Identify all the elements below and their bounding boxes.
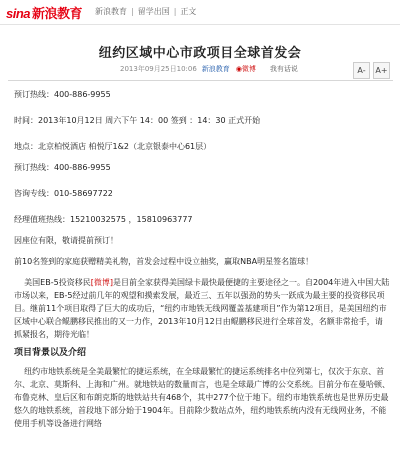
logo-latin: sina [6, 6, 31, 21]
breadcrumb [95, 6, 196, 17]
source-link[interactable]: 新浪教育 [201, 65, 230, 73]
breadcrumb-item-edu[interactable]: 新浪教育 [95, 7, 127, 16]
font-smaller-button[interactable]: A- [353, 62, 370, 79]
breadcrumb-separator: | [173, 7, 177, 16]
font-size-controls [350, 58, 390, 79]
gift-note: 前10名签到的家庭获赠精美礼物，首发会过程中设立抽奖，赢取NBA明星签名篮球！ [14, 257, 314, 266]
logo-cn: 新浪教育 [32, 6, 83, 21]
comment-link[interactable]: 我有话说 [269, 65, 298, 73]
breadcrumb-item-study-abroad[interactable]: 留学出国 [137, 7, 170, 16]
event-place: 地点：北京柏悦酒店 柏悦厅1&2（北京银泰中心61层） [14, 142, 212, 151]
background-text: 纽约市地铁系统是全美最繁忙的捷运系统，在全球最繁忙的捷运系统排名中位列第七，仅次于东京、首尔、北京、莫斯科、上海和广州。就地铁站的数量而言，也是全球最广博的公交系统。目前分布在曼哈顿、布鲁克林、皇后区和布朗克斯的地铁站共有468个，其中277个位于地下。纽约市地铁系统也是世界历史最悠久的地铁系统，首段地下部分始于1904年。目前除少数站点外，纽约地铁系统内没有无线网业务，不能使用手机等设备进行网络 [14, 367, 390, 428]
background-paragraph [14, 365, 390, 430]
hotline-text: 预订热线：400-886-9955 [14, 90, 111, 99]
font-larger-button[interactable]: A+ [373, 62, 390, 79]
weibo-label: 微博 [241, 65, 256, 73]
consult-line: 咨询专线：010-58697722 [14, 189, 113, 198]
top-bar [0, 0, 400, 25]
section-heading: 项目背景以及介绍 [14, 348, 87, 358]
weibo-icon: ◉ [235, 65, 242, 73]
event-time: 时间：2013年10月12日 周六下午 14：00 签到 ：14：30 正式开始 [14, 116, 261, 125]
sina-logo[interactable] [6, 3, 82, 22]
weibo-share-link[interactable] [236, 65, 256, 73]
publish-date: 2013年09月25日10:06 [120, 65, 197, 73]
intro-paragraph [14, 276, 390, 341]
intro-lead: 美国EB-5投资移民 [24, 278, 91, 287]
article-body [14, 88, 390, 430]
intro-text: 是目前全家获得美国绿卡最快最便捷的主要途径之一。自2004年进入中国大陆市场以来，EB-5经过前几年的观望和摸索发展，最近三、五年以强劲的势头一跃成为最主要的投资移民项目。继前11个项目取得了巨大的成功后，“纽约市地铁无线网覆盖基建项目”作为第12项目，是美国纽约市区域中心联合鲲鹏移民推出的又一力作，2013年10月12日由鲲鹏移民进行全球首发，名额非常抢手，请抓紧报名，期待光临！ [14, 278, 390, 339]
breadcrumb-separator: | [131, 7, 134, 16]
article-meta [120, 64, 298, 74]
booking-note: 因座位有限，敬请提前预订！ [14, 236, 118, 245]
breadcrumb-item-article: 正文 [180, 7, 197, 16]
page-title: 纽约区域中心市政项目全球首发会 [98, 46, 302, 61]
manager-hotline: 经理值班热线：15210032575 ，15810963777 [14, 215, 193, 224]
title-divider [8, 80, 393, 81]
hotline-text-2: 预订热线：400-886-9955 [14, 163, 111, 172]
weibo-link[interactable]: [微博] [90, 278, 113, 287]
